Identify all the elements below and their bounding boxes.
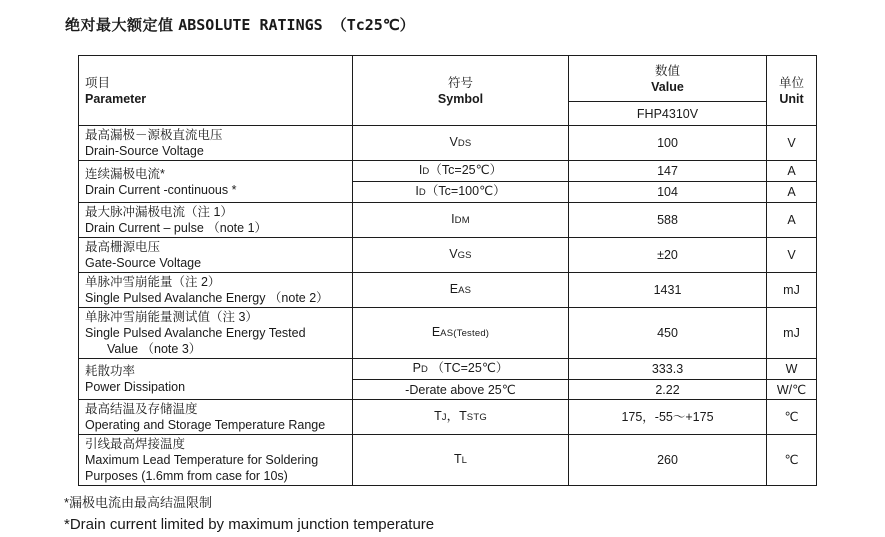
absolute-ratings-table	[78, 55, 817, 486]
table-header-row	[79, 56, 817, 102]
symbol-cell: TJ，TSTG	[353, 400, 569, 435]
header-parameter-zh: 项目	[85, 75, 111, 90]
header-unit-en: Unit	[779, 91, 804, 106]
header-parameter-en: Parameter	[85, 91, 147, 106]
header-unit	[767, 56, 817, 126]
symbol-cell: TL	[353, 435, 569, 486]
param-cell: 最高结温及存储温度 Operating and Storage Temperature Range	[79, 400, 353, 435]
param-cell: 耗散功率 Power Dissipation	[79, 359, 353, 400]
model-name: FHP4310V	[569, 102, 767, 126]
row-power-dissipation	[79, 359, 817, 380]
footnotes	[64, 493, 885, 537]
symbol-cell: EAS	[353, 273, 569, 308]
row-lead-temperature	[79, 435, 817, 486]
symbol-cell: EAS(Tested)	[353, 308, 569, 359]
header-unit-zh: 单位	[778, 75, 804, 90]
header-symbol-zh: 符号	[447, 75, 473, 90]
unit-cell: V	[767, 126, 817, 161]
row-drain-current-continuous-25c	[79, 161, 817, 182]
symbol-cell: ID（Tc=100℃）	[353, 182, 569, 203]
unit-cell: ℃	[767, 400, 817, 435]
value-cell: 260	[569, 435, 767, 486]
unit-cell: ℃	[767, 435, 817, 486]
header-value-en: Value	[651, 79, 684, 94]
row-drain-source-voltage	[79, 126, 817, 161]
page-title	[65, 14, 885, 35]
unit-cell: W	[767, 359, 817, 380]
unit-cell: mJ	[767, 308, 817, 359]
symbol-cell: PD （TC=25℃）	[353, 359, 569, 380]
header-symbol	[353, 56, 569, 126]
param-cell: 单脉冲雪崩能量测试值（注 3） Single Pulsed Avalanche Energy Tested Value （note 3）	[79, 308, 353, 359]
value-cell: 588	[569, 203, 767, 238]
param-cell: 单脉冲雪崩能量（注 2） Single Pulsed Avalanche Energy （note 2）	[79, 273, 353, 308]
value-cell: 333.3	[569, 359, 767, 380]
header-value	[569, 56, 767, 102]
unit-cell: A	[767, 161, 817, 182]
header-value-zh: 数值	[654, 63, 680, 78]
value-cell: 175，-55～+175	[569, 400, 767, 435]
unit-cell: V	[767, 238, 817, 273]
param-cell: 连续漏极电流* Drain Current -continuous *	[79, 161, 353, 203]
unit-cell: mJ	[767, 273, 817, 308]
footnote-zh: *漏极电流由最高结温限制	[64, 495, 213, 510]
value-cell: 2.22	[569, 380, 767, 400]
row-avalanche-energy	[79, 273, 817, 308]
symbol-cell: IDM	[353, 203, 569, 238]
footnote-en: *Drain current limited by maximum junction temperature	[64, 516, 435, 533]
param-cell: 最高栅源电压 Gate-Source Voltage	[79, 238, 353, 273]
symbol-cell: ID（Tc=25℃）	[353, 161, 569, 182]
param-cell: 最高漏极－源极直流电压 Drain-Source Voltage	[79, 126, 353, 161]
header-parameter	[79, 56, 353, 126]
header-symbol-en: Symbol	[437, 91, 484, 106]
row-gate-source-voltage	[79, 238, 817, 273]
value-cell: 147	[569, 161, 767, 182]
unit-cell: A	[767, 182, 817, 203]
param-cell: 最大脉冲漏极电流（注 1） Drain Current – pulse （note 1）	[79, 203, 353, 238]
symbol-cell: VGS	[353, 238, 569, 273]
param-cell: 引线最高焊接温度 Maximum Lead Temperature for Soldering Purposes (1.6mm from case for 10s)	[79, 435, 353, 486]
symbol-cell: VDS	[353, 126, 569, 161]
value-cell: ±20	[569, 238, 767, 273]
value-cell: 1431	[569, 273, 767, 308]
unit-cell: A	[767, 203, 817, 238]
value-cell: 104	[569, 182, 767, 203]
value-cell: 100	[569, 126, 767, 161]
row-temperature-range	[79, 400, 817, 435]
unit-cell: W/℃	[767, 380, 817, 400]
page-title-zh: 绝对最大额定值	[65, 17, 174, 34]
symbol-cell: -Derate above 25℃	[353, 380, 569, 400]
page-title-en: ABSOLUTE RATINGS （Tc25℃）	[178, 16, 415, 34]
row-drain-current-pulse	[79, 203, 817, 238]
row-avalanche-energy-tested	[79, 308, 817, 359]
value-cell: 450	[569, 308, 767, 359]
